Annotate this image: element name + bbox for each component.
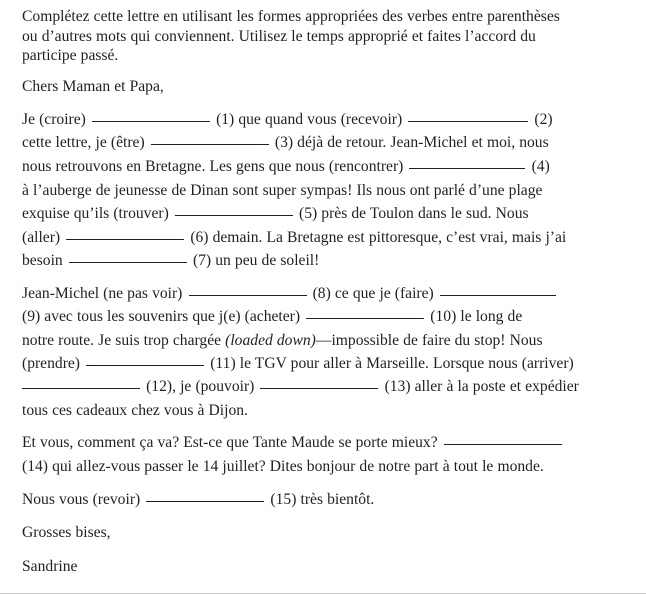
p1-line-5 <box>22 204 529 223</box>
answer-blank-15[interactable] <box>146 500 264 502</box>
answer-blank-12[interactable] <box>22 387 140 389</box>
answer-blank-6[interactable] <box>66 238 184 240</box>
instructions-line-3: participe passé. <box>22 47 119 64</box>
signature: Sandrine <box>22 558 78 575</box>
p2-line-3 <box>22 331 543 350</box>
text: (prendre) <box>22 355 81 372</box>
text: (9) avec tous les souvenirs que j(e) (acheter) <box>22 308 301 325</box>
text: (4) <box>531 158 550 175</box>
italic-gloss: (loaded down) <box>225 332 316 349</box>
p2-line-2 <box>22 307 522 326</box>
text: (1) que quand vous (recevoir) <box>216 111 403 128</box>
text: (aller) <box>22 229 61 246</box>
answer-blank-14[interactable] <box>444 443 562 445</box>
text: (13) aller à la poste et expédier <box>384 378 579 395</box>
text: nous retrouvons en Bretagne. Les gens que nous (rencontrer) <box>22 158 404 175</box>
text: (5) près de Toulon dans le sud. Nous <box>299 205 529 222</box>
text: Jean-Michel (ne pas voir) <box>22 285 183 302</box>
answer-blank-9[interactable] <box>440 294 556 296</box>
answer-blank-5[interactable] <box>175 214 293 216</box>
p1-line-4: à l’auberge de jeunesse de Dinan sont super sympas! Ils nous ont parlé d’une plage <box>22 182 543 199</box>
answer-blank-7[interactable] <box>69 261 187 263</box>
p1-line-3 <box>22 157 550 176</box>
p2-line-6: tous ces cadeaux chez vous à Dijon. <box>22 402 248 419</box>
text: —impossible de faire du stop! Nous <box>315 332 543 349</box>
text: besoin <box>22 252 63 269</box>
text: (12), je (pouvoir) <box>146 378 255 395</box>
text: (11) le TGV pour aller à Marseille. Lorsque nous (arriver) <box>210 355 574 372</box>
answer-blank-8[interactable] <box>189 294 307 296</box>
text: (2) <box>534 111 553 128</box>
text: exquise qu’ils (trouver) <box>22 205 169 222</box>
p3-line-1 <box>22 433 564 452</box>
text: Je (croire) <box>22 111 86 128</box>
instructions-line-2: ou d’autres mots qui conviennent. Utilisez le temps approprié et faites l’accord du <box>22 28 536 45</box>
answer-blank-10[interactable] <box>306 317 424 319</box>
answer-blank-4[interactable] <box>409 167 525 169</box>
text: (8) ce que je (faire) <box>312 285 434 302</box>
answer-blank-3[interactable] <box>151 143 269 145</box>
answer-blank-1[interactable] <box>92 120 210 122</box>
text: (6) demain. La Bretagne est pittoresque, c’est vrai, mais j’ai <box>190 229 567 246</box>
text: (3) déjà de retour. Jean-Michel et moi, nous <box>274 134 549 151</box>
text: (10) le long de <box>430 308 523 325</box>
p2-line-4 <box>22 354 574 373</box>
text: Et vous, comment ça va? Est-ce que Tante Maude se porte mieux? <box>22 434 438 451</box>
text: (15) très bientôt. <box>270 491 375 508</box>
p1-line-7 <box>22 251 319 270</box>
p3-line-2: (14) qui allez-vous passer le 14 juillet? Dites bonjour de notre part à tout le monde. <box>22 458 544 475</box>
answer-blank-2[interactable] <box>408 120 528 122</box>
p2-line-1 <box>22 284 558 303</box>
text: Nous vous (revoir) <box>22 491 141 508</box>
p4-line-1 <box>22 490 374 509</box>
instructions-line-1: Complétez cette lettre en utilisant les formes appropriées des verbes entre parenthèses <box>22 8 560 25</box>
text: notre route. Je suis trop chargée <box>22 332 222 349</box>
salutation: Chers Maman et Papa, <box>22 78 164 95</box>
text: (7) un peu de soleil! <box>192 252 320 269</box>
closing: Grosses bises, <box>22 524 111 541</box>
p1-line-6 <box>22 228 566 247</box>
p1-line-2 <box>22 133 549 152</box>
p2-line-5 <box>22 377 579 396</box>
p1-line-1 <box>22 110 553 129</box>
answer-blank-13[interactable] <box>260 387 378 389</box>
text: cette lettre, je (être) <box>22 134 145 151</box>
answer-blank-11[interactable] <box>86 364 204 366</box>
